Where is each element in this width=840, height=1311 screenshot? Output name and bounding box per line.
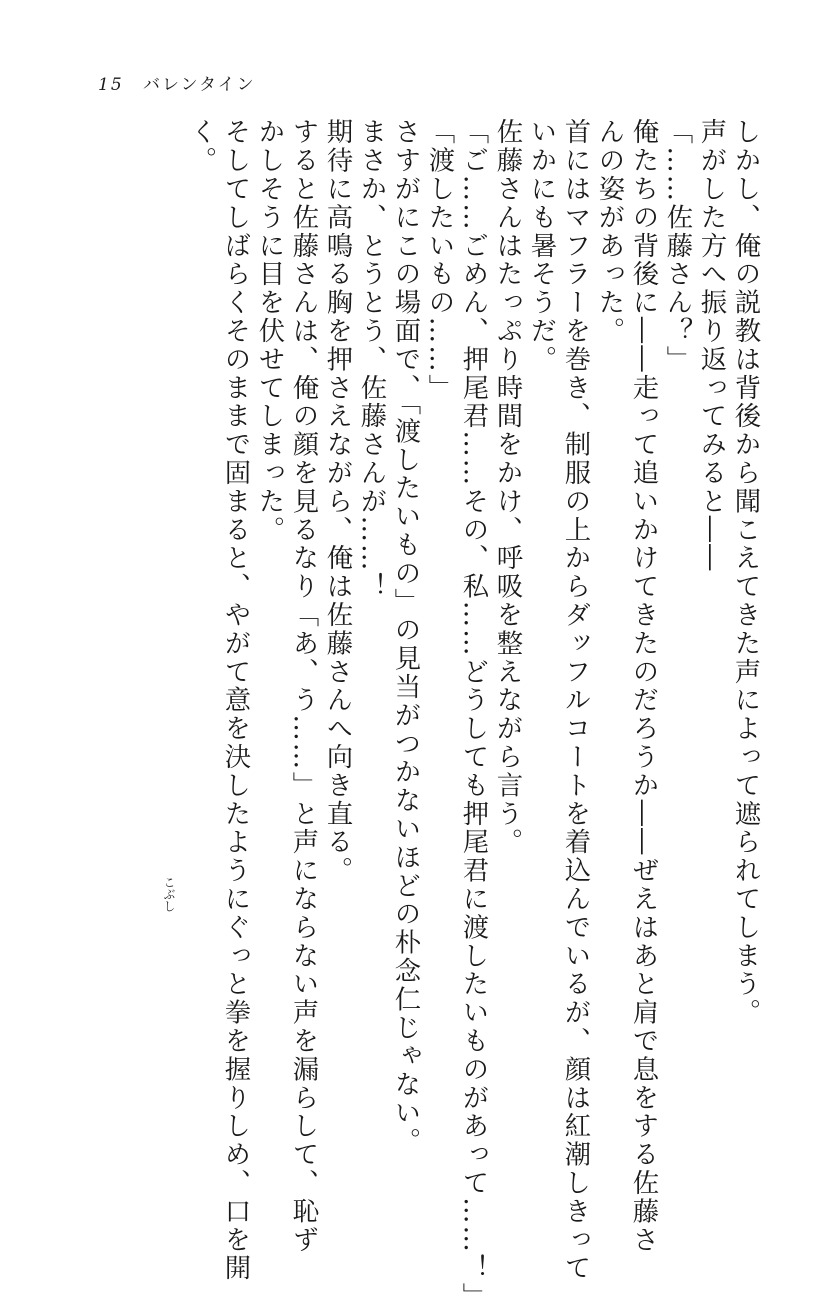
text-line: 期待に高鳴る胸を押さえながら、俺は佐藤さんへ向き直る。 <box>322 118 353 885</box>
text-line: く。 <box>186 118 217 175</box>
text-line: そしてしばらくそのままで固まると、やがて意を決したようにぐっと拳を握りしめ、口を開 <box>220 118 251 1283</box>
text-line: 「……佐藤さん？」 <box>662 118 693 374</box>
furigana-reading: こぶし <box>162 876 176 912</box>
vertical-text-body <box>184 118 762 1311</box>
text-line: すると佐藤さんは、俺の顔を見るなり「あ、う……」と声にならない声を漏らして、恥ず <box>288 118 319 1254</box>
text-line: かしそうに目を伏せてしまった。 <box>254 118 285 544</box>
text-line: まさか、とうとう、佐藤さんが……！ <box>356 118 387 601</box>
text-line: 「ご……ごめん、押尾君……その、私……どうしても押尾君に渡したいものがあって……！」 <box>458 118 489 1311</box>
text-line: 俺たちの背後に――走って追いかけてきたのだろうか――ぜえはあと肩で息をする佐藤さ <box>628 118 659 1254</box>
page-number: 15 <box>98 75 124 95</box>
running-head <box>98 70 256 95</box>
text-line: しかし、俺の説教は背後から聞こえてきた声によって遮られてしまう。 <box>730 118 761 1027</box>
text-line: んの姿があった。 <box>594 118 625 346</box>
chapter-title: バレンタイン <box>143 75 256 95</box>
text-line: 首にはマフラーを巻き、制服の上からダッフルコートを着込んでいるが、顔は紅潮しきって <box>560 118 591 1283</box>
text-line: 声がした方へ振り返ってみると―― <box>696 118 727 573</box>
text-line: 佐藤さんはたっぷり時間をかけ、呼吸を整えながら言う。 <box>492 118 523 857</box>
text-line: 「渡したいもの……」 <box>424 118 455 402</box>
text-line: さすがにこの場面で、「渡したいもの」の見当がつかないほどの朴念仁じゃない。 <box>390 118 421 1156</box>
text-line: いかにも暑そうだ。 <box>526 118 557 374</box>
